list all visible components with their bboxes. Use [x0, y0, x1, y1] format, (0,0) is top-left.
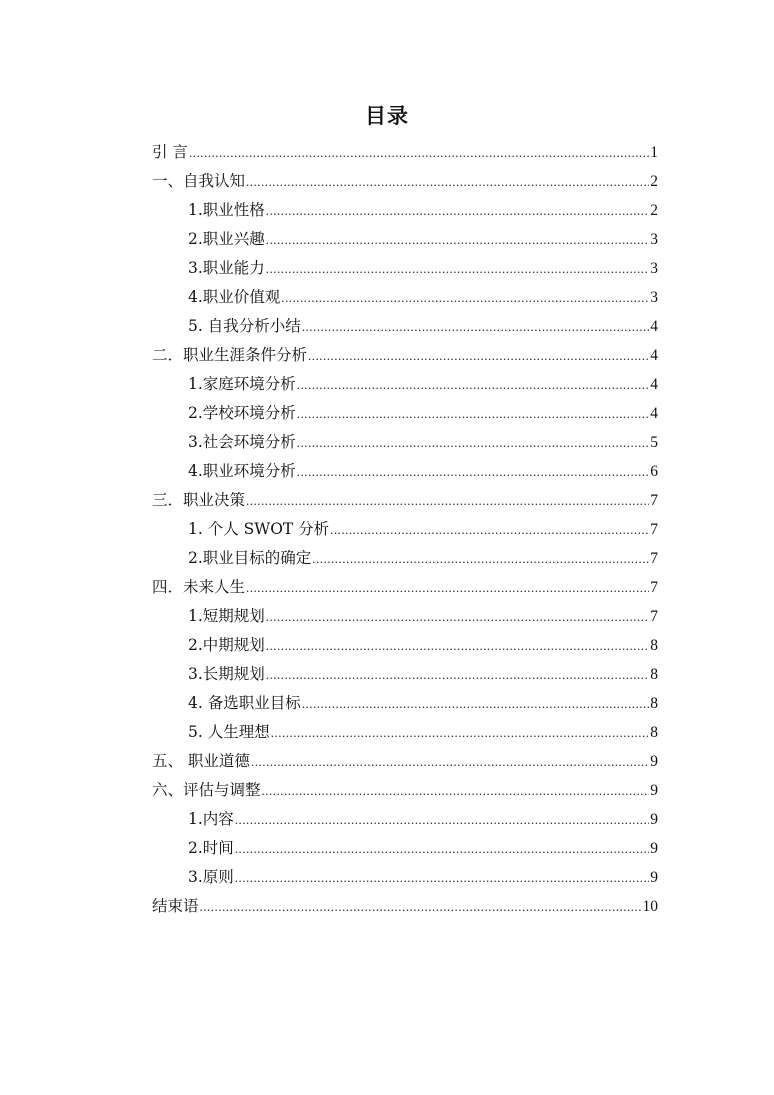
- toc-entry-label: 结束语: [152, 897, 199, 915]
- toc-entry-page-number: 3: [650, 260, 658, 277]
- toc-entry[interactable]: [152, 428, 658, 457]
- toc-entry-label: 4.职业价值观: [188, 288, 281, 306]
- toc-entry-page-number: 3: [650, 289, 658, 306]
- toc-entry[interactable]: [152, 138, 658, 167]
- dot-leader: [312, 544, 649, 573]
- toc-entry[interactable]: [152, 283, 658, 312]
- toc-entry-page-number: 8: [650, 695, 658, 712]
- toc-entry-label: 3.原则: [188, 868, 234, 886]
- dot-leader: [266, 660, 649, 689]
- toc-entry-label: 2.时间: [188, 839, 234, 857]
- toc-entry-label: 1. 个人 SWOT 分析: [188, 520, 330, 538]
- toc-entry-page-number: 5: [650, 434, 658, 451]
- toc-entry[interactable]: [152, 515, 658, 544]
- toc-entry-page-number: 7: [650, 492, 658, 509]
- toc-entry-label: 5. 人生理想: [188, 723, 270, 741]
- toc-entry-label: 2.职业目标的确定: [188, 549, 312, 567]
- dot-leader: [189, 138, 649, 167]
- dot-leader: [297, 428, 649, 457]
- toc-entry-label: 五、 职业道德: [152, 752, 250, 770]
- toc-entry[interactable]: [152, 718, 658, 747]
- toc-entry-page-number: 9: [650, 869, 658, 886]
- toc-title: 目录: [365, 104, 409, 128]
- dot-leader: [302, 689, 650, 718]
- toc-entry-label: 二．职业生涯条件分析: [152, 346, 308, 364]
- dot-leader: [281, 283, 649, 312]
- toc-entry-page-number: 8: [650, 637, 658, 654]
- toc-entry-page-number: 9: [650, 811, 658, 828]
- toc-entry-page-number: 4: [650, 376, 658, 393]
- toc-entry-page-number: 3: [650, 231, 658, 248]
- dot-leader: [271, 718, 650, 747]
- dot-leader: [246, 486, 649, 515]
- dot-leader: [251, 747, 649, 776]
- toc-entry-page-number: 9: [650, 753, 658, 770]
- dot-leader: [235, 834, 649, 863]
- dot-leader: [308, 341, 649, 370]
- toc-entry[interactable]: [152, 196, 658, 225]
- toc-entry-label: 2.中期规划: [188, 636, 265, 654]
- toc-entry-label: 1.职业性格: [188, 201, 265, 219]
- toc-entry-page-number: 1: [650, 144, 658, 161]
- toc-entry-label: 3.职业能力: [188, 259, 265, 277]
- toc-entry[interactable]: [152, 254, 658, 283]
- dot-leader: [235, 805, 649, 834]
- toc-entry[interactable]: [152, 573, 658, 602]
- toc-entry-page-number: 9: [650, 840, 658, 857]
- toc-entry-page-number: 7: [650, 521, 658, 538]
- toc-entry-label: 5. 自我分析小结: [188, 317, 301, 335]
- toc-entry[interactable]: [152, 689, 658, 718]
- dot-leader: [246, 573, 649, 602]
- toc-entry[interactable]: [152, 312, 658, 341]
- toc-entry[interactable]: [152, 341, 658, 370]
- toc-entry[interactable]: [152, 399, 658, 428]
- toc-entry[interactable]: [152, 457, 658, 486]
- toc-entry-page-number: 9: [650, 782, 658, 799]
- toc-entry[interactable]: [152, 167, 658, 196]
- toc-entry[interactable]: [152, 660, 658, 689]
- toc-entry-label: 2.职业兴趣: [188, 230, 265, 248]
- dot-leader: [297, 370, 649, 399]
- toc-entry[interactable]: [152, 747, 658, 776]
- dot-leader: [330, 515, 649, 544]
- dot-leader: [266, 196, 649, 225]
- toc-entry-page-number: 4: [650, 347, 658, 364]
- toc-entry[interactable]: [152, 805, 658, 834]
- toc-entry-label: 1.家庭环境分析: [188, 375, 296, 393]
- dot-leader: [246, 167, 649, 196]
- dot-leader: [297, 457, 649, 486]
- toc-entry-label: 1.内容: [188, 810, 234, 828]
- toc-entry[interactable]: [152, 602, 658, 631]
- toc-entry[interactable]: [152, 631, 658, 660]
- toc-list: [152, 138, 658, 921]
- dot-leader: [266, 254, 649, 283]
- dot-leader: [200, 892, 642, 921]
- toc-entry-label: 2.学校环境分析: [188, 404, 296, 422]
- toc-entry-label: 3.社会环境分析: [188, 433, 296, 451]
- toc-entry[interactable]: [152, 544, 658, 573]
- dot-leader: [262, 776, 650, 805]
- toc-entry-label: 引 言: [152, 143, 188, 161]
- toc-entry-label: 3.长期规划: [188, 665, 265, 683]
- toc-entry-label: 4. 备选职业目标: [188, 694, 301, 712]
- toc-entry-page-number: 4: [650, 318, 658, 335]
- toc-entry-label: 四．未来人生: [152, 578, 246, 596]
- dot-leader: [297, 399, 649, 428]
- toc-entry-page-number: 7: [650, 608, 658, 625]
- dot-leader: [302, 312, 650, 341]
- toc-entry-page-number: 4: [650, 405, 658, 422]
- toc-entry-page-number: 10: [642, 898, 658, 915]
- toc-entry[interactable]: [152, 776, 658, 805]
- toc-entry-label: 一、自我认知: [152, 172, 246, 190]
- toc-entry[interactable]: [152, 892, 658, 921]
- toc-entry-page-number: 8: [650, 724, 658, 741]
- toc-entry[interactable]: [152, 486, 658, 515]
- toc-entry-page-number: 8: [650, 666, 658, 683]
- dot-leader: [266, 631, 649, 660]
- toc-entry[interactable]: [152, 834, 658, 863]
- toc-entry-page-number: 7: [650, 579, 658, 596]
- toc-entry-label: 4.职业环境分析: [188, 462, 296, 480]
- dot-leader: [266, 225, 649, 254]
- toc-entry-page-number: 6: [650, 463, 658, 480]
- toc-entry[interactable]: [152, 863, 658, 892]
- toc-entry-page-number: 2: [650, 173, 658, 190]
- toc-entry[interactable]: [152, 225, 658, 254]
- toc-entry-page-number: 7: [650, 550, 658, 567]
- dot-leader: [235, 863, 649, 892]
- toc-entry-page-number: 2: [650, 202, 658, 219]
- toc-entry-label: 1.短期规划: [188, 607, 265, 625]
- toc-entry-label: 三．职业决策: [152, 491, 246, 509]
- toc-entry[interactable]: [152, 370, 658, 399]
- toc-entry-label: 六、评估与调整: [152, 781, 261, 799]
- dot-leader: [266, 602, 649, 631]
